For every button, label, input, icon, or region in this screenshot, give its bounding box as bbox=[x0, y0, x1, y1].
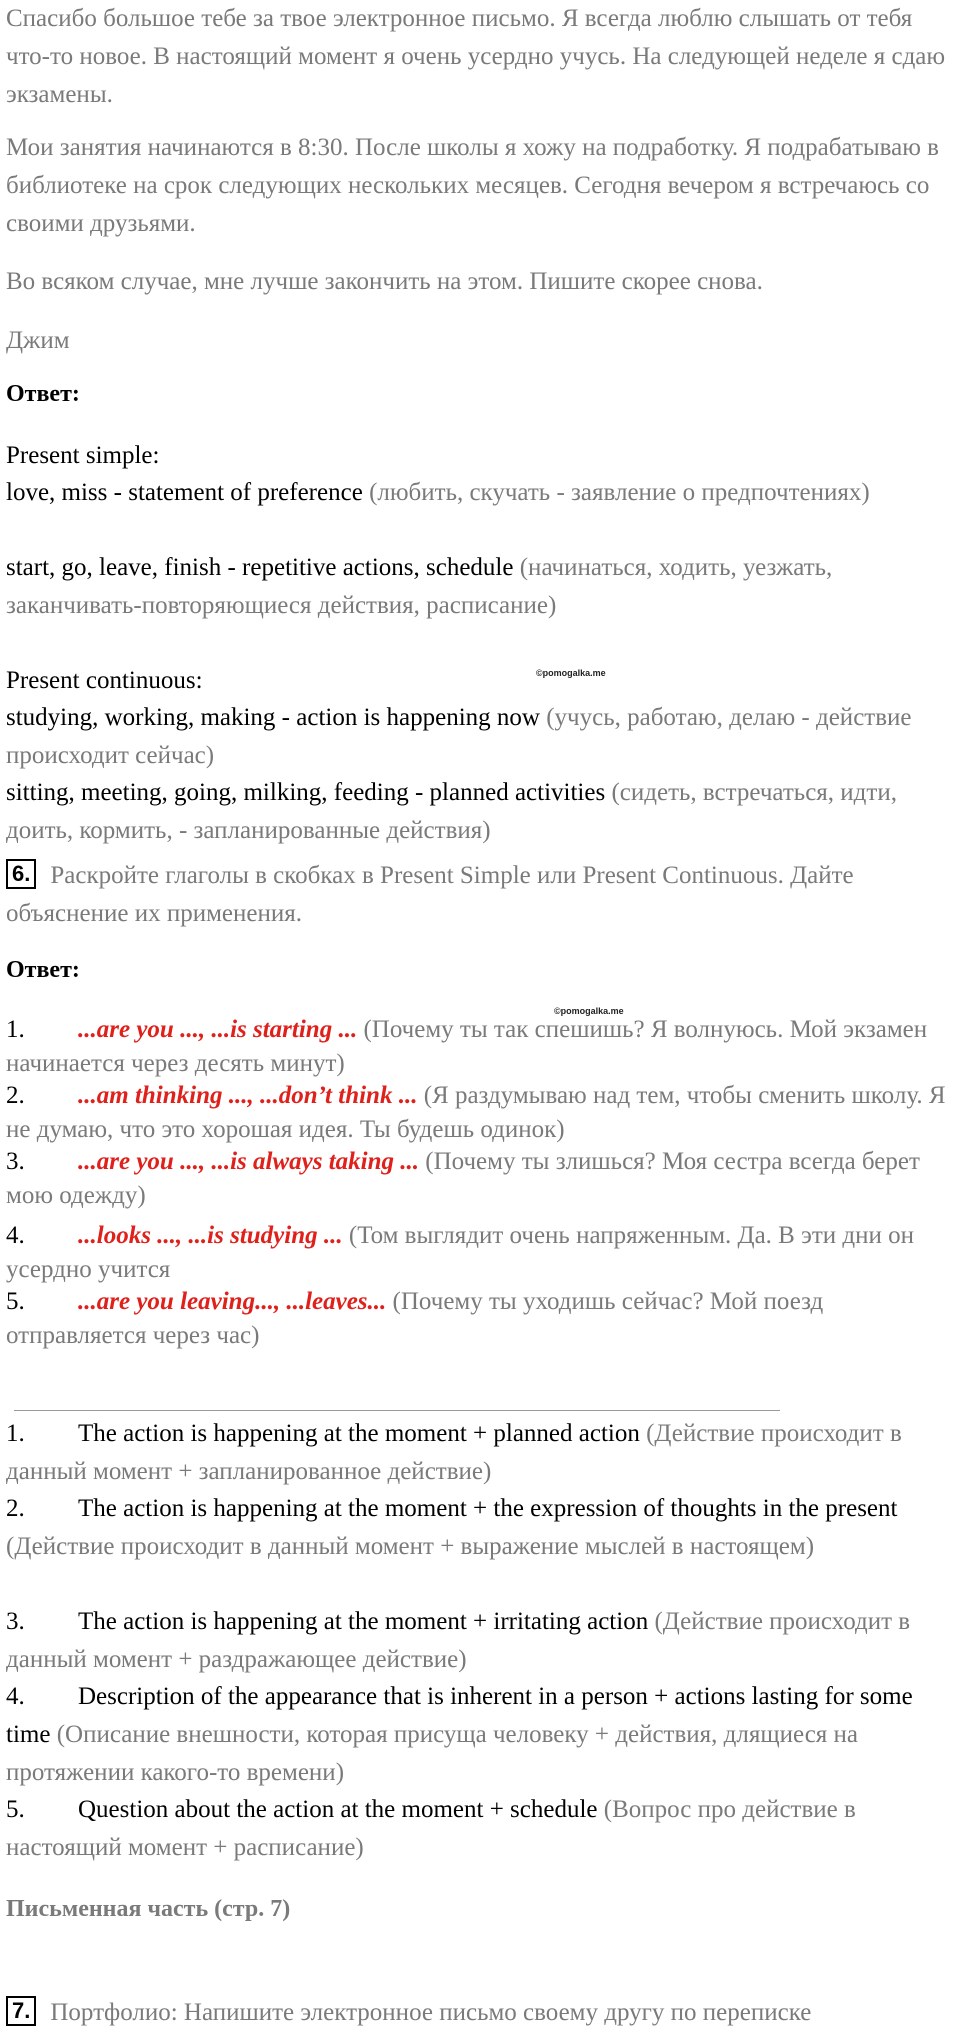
list-item bbox=[6, 1603, 954, 1678]
present-continuous-row-2 bbox=[6, 774, 954, 850]
item-translation: (Действие происходит в данный момент + выражение мыслей в настоящем) bbox=[6, 1533, 815, 1560]
item-english: The action is happening at the moment + planned action bbox=[78, 1420, 640, 1447]
item-number: 3. bbox=[6, 1608, 25, 1635]
list-item bbox=[6, 1678, 954, 1791]
item-number: 3. bbox=[6, 1148, 25, 1175]
row-english: love, miss - statement of preference bbox=[6, 479, 363, 506]
list-item bbox=[6, 1490, 954, 1603]
item-number: 5. bbox=[6, 1288, 25, 1315]
answer-heading-1: Ответ: bbox=[6, 381, 80, 407]
letter-paragraph-1: Спасибо большое тебе за твое электронное письмо. Я всегда люблю слышать от тебя что-то новое. В настоящий момент я очень усердно учусь. На следующей неделе я сдаю экзамены. bbox=[6, 5, 946, 108]
divider bbox=[14, 1410, 780, 1411]
task-number-box: 6. bbox=[6, 859, 36, 889]
list-item bbox=[6, 1415, 954, 1490]
explanation-list bbox=[6, 1415, 954, 1866]
item-translation: (Действие происходит в данный момент + запланированное действие) bbox=[6, 1420, 902, 1485]
row-russian: (начинаться, ходить, уезжать, заканчивать-повторяющиеся действия, расписание) bbox=[6, 554, 833, 619]
task-text: Портфолио: Напишите электронное письмо своему другу по переписке bbox=[50, 1999, 812, 2026]
list-item bbox=[6, 1285, 954, 1351]
letter bbox=[6, 0, 954, 114]
written-part-heading: Письменная часть (стр. 7) bbox=[6, 1896, 291, 1922]
letter-paragraph-2: Мои занятия начинаются в 8:30. После школы я хожу на подработку. Я подрабатываю в библиотеке на срок следующих нескольких месяцев. Сегодня вечером я встречаюсь со своими друзьями. bbox=[6, 134, 939, 237]
row-russian: (учусь, работаю, делаю - действие происходит сейчас) bbox=[6, 704, 912, 769]
item-number: 1. bbox=[6, 1420, 25, 1447]
item-answer: ...are you ..., ...is starting ... bbox=[78, 1016, 358, 1043]
present-continuous-title: Present continuous: bbox=[6, 667, 203, 694]
item-number: 2. bbox=[6, 1082, 25, 1109]
item-answer: ...looks ..., ...is studying ... bbox=[78, 1222, 343, 1249]
list-item bbox=[6, 1791, 954, 1866]
item-translation: (Вопрос про действие в настоящий момент + расписание) bbox=[6, 1796, 856, 1861]
list-item bbox=[6, 1013, 954, 1079]
task-7 bbox=[6, 1994, 954, 2032]
watermark: ©pomogalka.me bbox=[536, 668, 606, 678]
item-answer: ...are you ..., ...is always taking ... bbox=[78, 1148, 419, 1175]
item-number: 1. bbox=[6, 1016, 25, 1043]
item-translation: (Я раздумываю над тем, чтобы сменить школу. Я не думаю, что это хорошая идея. Ты будешь одинок) bbox=[6, 1082, 946, 1143]
task-6 bbox=[6, 857, 954, 933]
row-russian: (сидеть, встречаться, идти, доить, кормить, - запланированные действия) bbox=[6, 779, 897, 844]
letter-paragraph-3: Во всяком случае, мне лучше закончить на этом. Пишите скорее снова. bbox=[6, 268, 763, 295]
letter-signature: Джим bbox=[6, 327, 70, 354]
answer-list bbox=[6, 1013, 954, 1351]
item-answer: ...am thinking ..., ...don’t think ... bbox=[78, 1082, 418, 1109]
item-translation: (Почему ты так спешишь? Я волнуюсь. Мой экзамен начинается через десять минут) bbox=[6, 1016, 928, 1077]
task-number-box: 7. bbox=[6, 1996, 36, 2026]
item-number: 4. bbox=[6, 1222, 25, 1249]
item-english: The action is happening at the moment + irritating action bbox=[78, 1608, 649, 1635]
task-text: Раскройте глаголы в скобках в Present Simple или Present Continuous. Дайте объяснение их применения. bbox=[6, 862, 854, 927]
item-translation: (Том выглядит очень напряженным. Да. В эти дни он усердно учится bbox=[6, 1222, 914, 1283]
answer-heading-2: Ответ: bbox=[6, 957, 80, 983]
item-number: 4. bbox=[6, 1683, 25, 1710]
item-english: Question about the action at the moment + schedule bbox=[78, 1796, 598, 1823]
present-continuous-row-1 bbox=[6, 699, 954, 775]
row-english: start, go, leave, finish - repetitive actions, schedule bbox=[6, 554, 514, 581]
item-translation: (Почему ты уходишь сейчас? Мой поезд отправляется через час) bbox=[6, 1288, 824, 1349]
item-answer: ...are you leaving..., ...leaves... bbox=[78, 1288, 387, 1315]
watermark: ©pomogalka.me bbox=[554, 1006, 624, 1016]
item-translation: (Почему ты злишься? Моя сестра всегда берет мою одежду) bbox=[6, 1148, 920, 1209]
item-translation: (Описание внешности, которая присуща человеку + действия, длящиеся на протяжении какого-то времени) bbox=[6, 1721, 859, 1786]
present-simple-row-2 bbox=[6, 549, 954, 625]
present-simple-title: Present simple: bbox=[6, 442, 160, 469]
item-english: The action is happening at the moment + the expression of thoughts in the present bbox=[78, 1495, 898, 1522]
list-item bbox=[6, 1079, 954, 1145]
list-item bbox=[6, 1219, 954, 1285]
row-russian: (любить, скучать - заявление о предпочтениях) bbox=[362, 479, 870, 506]
row-english: sitting, meeting, going, milking, feeding - planned activities bbox=[6, 779, 606, 806]
item-number: 5. bbox=[6, 1796, 25, 1823]
item-translation: (Действие происходит в данный момент + раздражающее действие) bbox=[6, 1608, 911, 1673]
item-english: Description of the appearance that is inherent in a person + actions lasting for some time bbox=[6, 1683, 913, 1748]
list-item bbox=[6, 1145, 954, 1219]
letter-paragraph-3-wrap bbox=[6, 263, 954, 301]
present-simple-row-1 bbox=[6, 474, 954, 512]
letter-paragraph-2-wrap bbox=[6, 129, 954, 243]
letter-sign-wrap bbox=[6, 322, 954, 360]
item-number: 2. bbox=[6, 1495, 25, 1522]
row-english: studying, working, making - action is happening now bbox=[6, 704, 540, 731]
